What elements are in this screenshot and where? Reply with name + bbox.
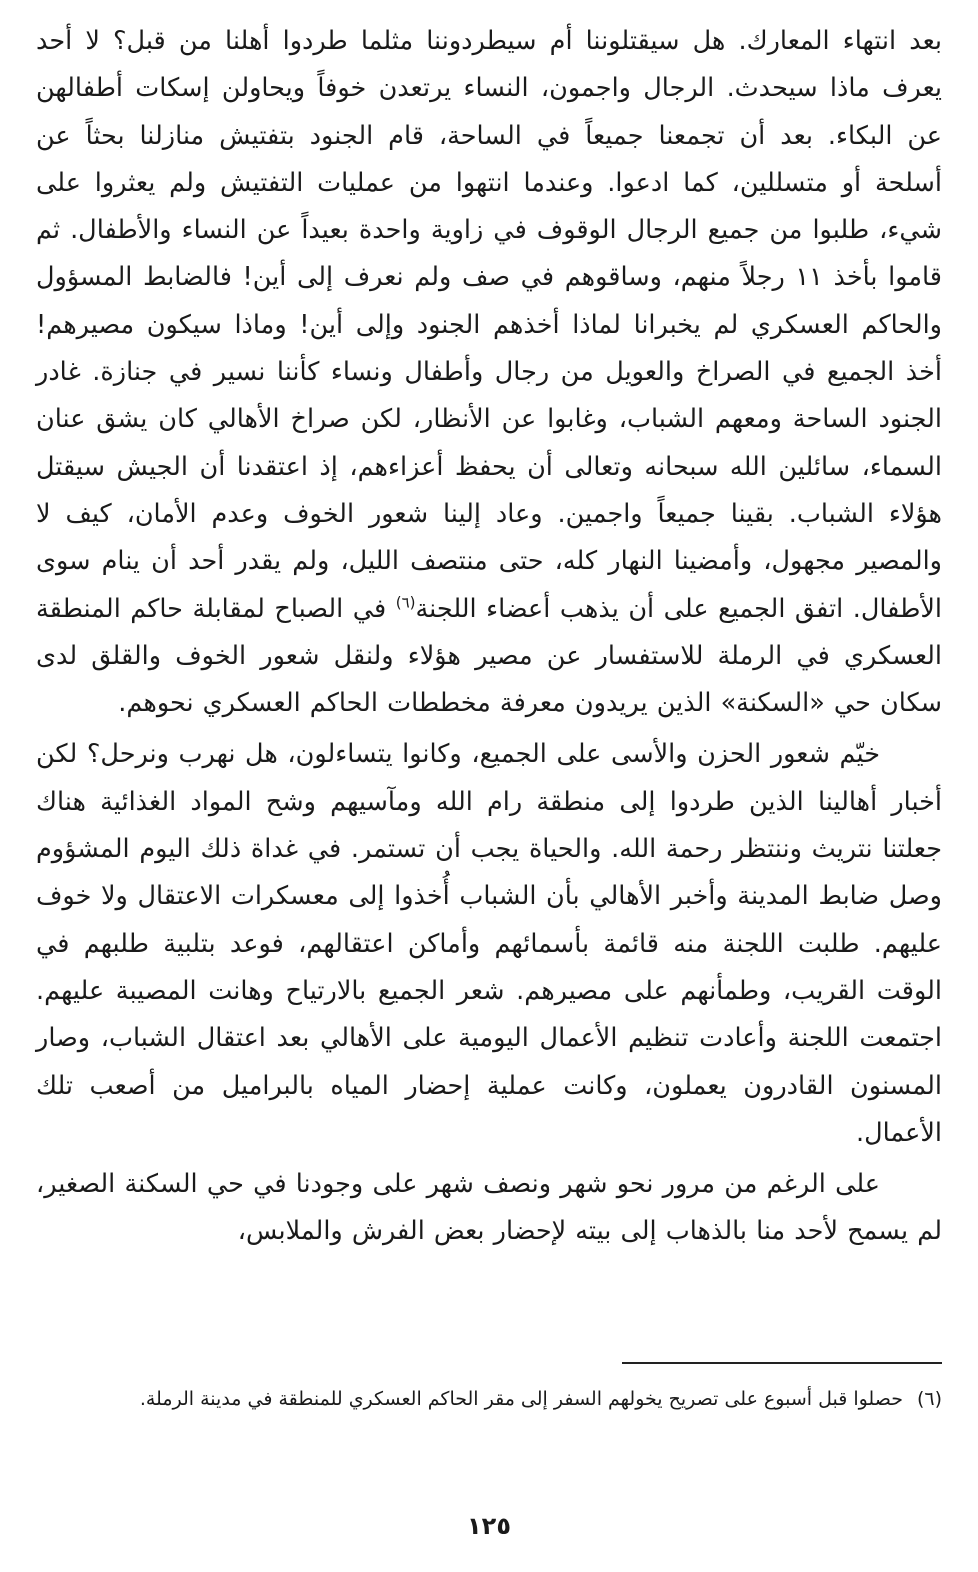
page-number: ١٢٥ (467, 1512, 511, 1540)
paragraph-1-part-1: بعد انتهاء المعارك. هل سيقتلوننا أم سيطردوننا مثلما طردوا أهلنا من قبل؟ لا أحد يعرف ماذا سيحدث. الرجال واجمون، النساء يرتعدن خوفاً ويحاولن إسكات أطفالهن عن البكاء. بعد أن تجمعنا جميعاً في الساحة، قام الجنود بتفتيش منازلنا بحثاً عن أسلحة أو متسللين، كما ادعوا. وعندما انتهوا من عمليات التفتيش ولم يعثروا على شيء، طلبوا من جميع الرجال الوقوف في زاوية واحدة بعيداً عن النساء والأطفال. ثم قاموا بأخذ ١١ رجلاً منهم، وساقوهم في صف ولم نعرف إلى أين! فالضابط المسؤول والحاكم العسكري لم يخبرانا لماذا أخذهم الجنود وإلى أين! وماذا سيكون مصيرهم! أخذ الجميع في الصراخ والعويل من رجال وأطفال ونساء كأننا نسير في جنازة. غادر الجنود الساحة ومعهم الشباب، وغابوا عن الأنظار، لكن صراخ الأهالي كان يشق عنان السماء، سائلين الله سبحانه وتعالى أن يحفظ أعزاءهم، إذ اعتقدنا أن الجيش سيقتل هؤلاء الشباب. بقينا جميعاً واجمين. وعاد إلينا شعور الخوف وعدم الأمان، كيف لا والمصير مجهول، وأمضينا النهار كله، حتى منتصف الليل، ولم يقدر أحد أن ينام سوى الأطفال. اتفق الجميع على أن يذهب أعضاء اللجنة (36, 26, 943, 624)
footnote (36, 1380, 942, 1418)
paragraph-1-part-2: في الصباح لمقابلة حاكم المنطقة العسكري في الرملة للاستفسار عن مصير هؤلاء ولنقل شعور الخوف والقلق لدى سكان حي «السكنة» الذين يريدون معرفة مخططات الحاكم العسكري نحوهم. (36, 593, 942, 719)
footnote-reference: (٦) (395, 593, 416, 612)
paragraph-3: على الرغم من مرور نحو شهر ونصف شهر على وجودنا في حي السكنة الصغير، لم يسمح لأحد منا بالذهاب إلى بيته لإحضار بعض الفرش والملابس، (36, 1169, 942, 1247)
paragraph-2: خيّم شعور الحزن والأسى على الجميع، وكانوا يتساءلون، هل نهرب ونرحل؟ لكن أخبار أهالينا الذين طردوا إلى منطقة رام الله ومآسيهم وشح المواد الغذائية هناك جعلتنا نتريث وننتظر رحمة الله. والحياة يجب أن تستمر. في غداة ذلك اليوم المشؤوم وصل ضابط المدينة وأخبر الأهالي بأن الشباب أُخذوا إلى معسكرات الاعتقال ولا خوف عليهم. طلبت اللجنة منه قائمة بأسمائهم وأماكن اعتقالهم، فوعد بتلبية طلبهم في الوقت القريب، وطمأنهم على مصيرهم. شعر الجميع بالارتياح وهانت المصيبة عليهم. اجتمعت اللجنة وأعادت تنظيم الأعمال اليومية على الأهالي بعد اعتقال الشباب، وصار المسنون القادرون يعملون، وكانت عملية إحضار المياه بالبراميل من أصعب تلك الأعمال. (36, 739, 942, 1148)
footnote-divider (622, 1362, 942, 1364)
footnote-number: (٦) (916, 1388, 942, 1410)
footnote-text: حصلوا قبل أسبوع على تصريح يخولهم السفر إلى مقر الحاكم العسكري للمنطقة في مدينة الرملة. (139, 1388, 903, 1410)
book-page (36, 18, 942, 1558)
body-text (36, 18, 942, 1256)
paragraph-1 (36, 18, 942, 727)
